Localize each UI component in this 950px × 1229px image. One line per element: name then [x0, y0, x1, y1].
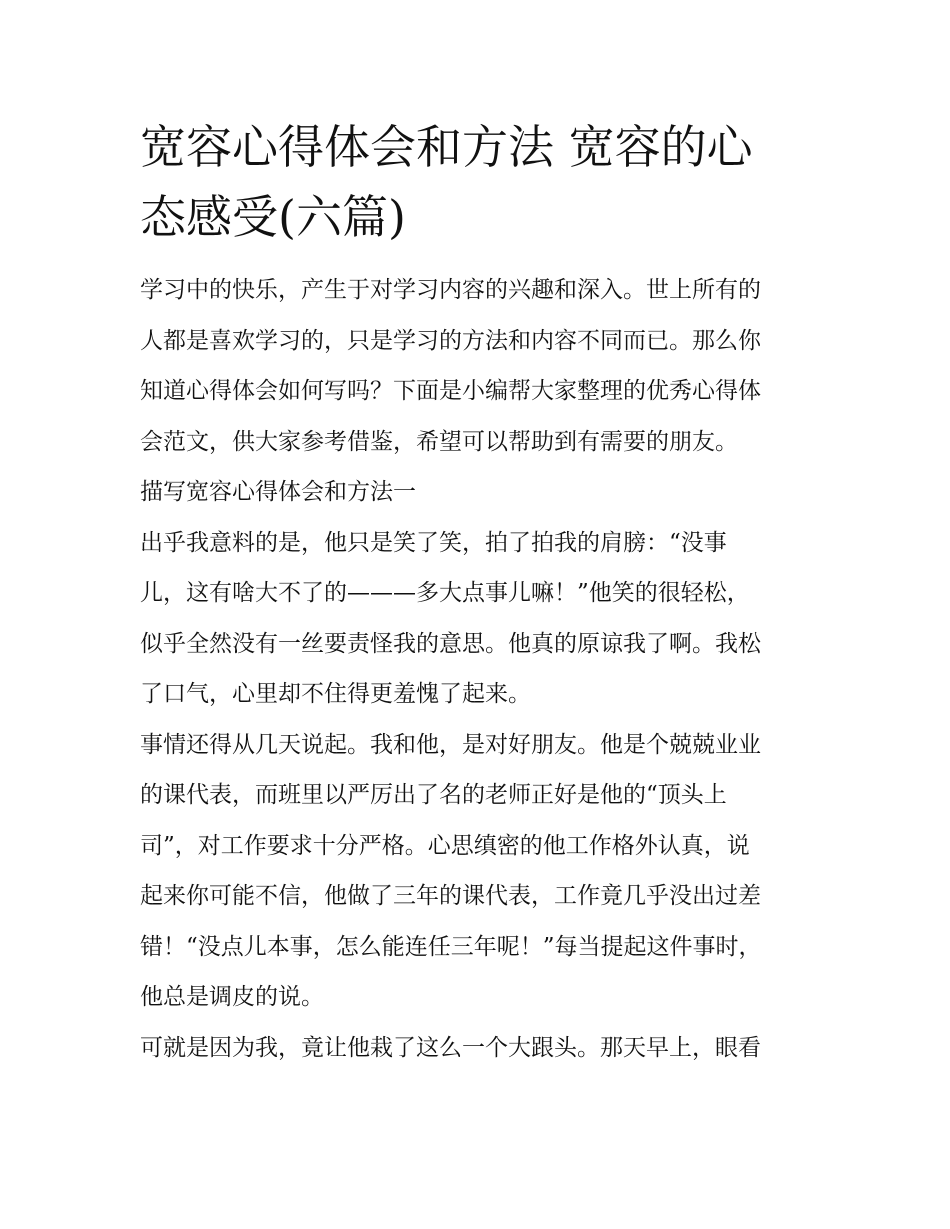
- intro-line: 知道心得体会如何写吗？下面是小编帮大家整理的优秀心得体: [140, 378, 761, 404]
- paragraph-line: 事情还得从几天说起。我和他，是对好朋友。他是个兢兢业业: [140, 731, 761, 758]
- paragraph-line: 错！“没点儿本事，怎么能连任三年呢！”每当提起这件事时，: [140, 933, 762, 960]
- paragraph-line: 似乎全然没有一丝要责怪我的意思。他真的原谅我了啊。我松: [140, 630, 761, 657]
- document-title: [140, 112, 812, 252]
- intro-line: 会范文，供大家参考借鉴，希望可以帮助到有需要的朋友。: [140, 428, 738, 455]
- section-heading: 描写宽容心得体会和方法一: [140, 479, 416, 505]
- paragraph-line: 司”，对工作要求十分严格。心思缜密的他工作格外认真，说: [140, 832, 750, 859]
- paragraph-line: 他总是调皮的说。: [140, 984, 324, 1010]
- document-page: [140, 112, 812, 1073]
- intro-line: 人都是喜欢学习的，只是学习的方法和内容不同而已。那么你: [140, 327, 761, 354]
- paragraph-line: 的课代表，而班里以严厉出了名的老师正好是他的“顶头上: [140, 782, 727, 808]
- paragraph-line: 儿，这有啥大不了的———多大点事儿嘛！”他笑的很轻松，: [140, 580, 750, 606]
- document-body: [140, 265, 812, 1073]
- paragraph-line: 可就是因为我，竟让他栽了这么一个大跟头。那天早上，眼看: [140, 1034, 761, 1061]
- title-line: 态感受(六篇): [140, 190, 406, 244]
- paragraph-line: 了口气，心里却不住得更羞愧了起来。: [140, 681, 531, 707]
- intro-line: 学习中的快乐，产生于对学习内容的兴趣和深入。世上所有的: [140, 277, 761, 303]
- paragraph-line: 起来你可能不信，他做了三年的课代表，工作竟几乎没出过差: [140, 883, 761, 909]
- paragraph-line: 出乎我意料的是，他只是笑了笑，拍了拍我的肩膀：“没事: [140, 529, 727, 556]
- title-line: 宽容心得体会和方法 宽容的心: [140, 120, 753, 174]
